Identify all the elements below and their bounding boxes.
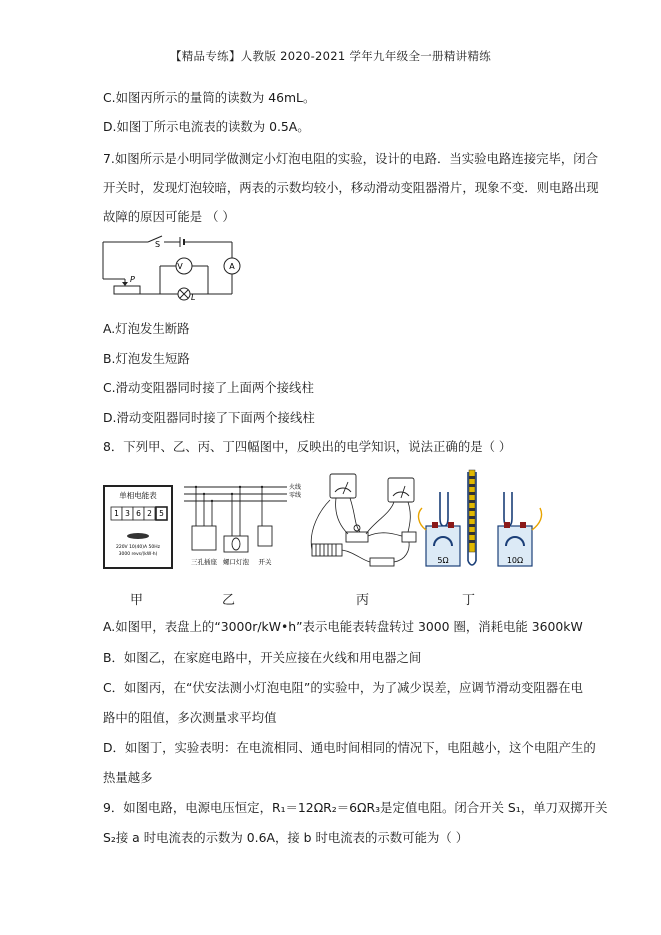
q8-option-d-line1: D．如图丁，实验表明：在电流相同、通电时间相同的情况下，电阻越小，这个电阻产生的 bbox=[103, 740, 596, 755]
q7-stem-line2: 开关时，发现灯泡较暗，两表的示数均较小，移动滑动变阻器滑片，现象不变．则电路出现 bbox=[103, 180, 599, 195]
q7-circuit-diagram bbox=[100, 232, 250, 302]
caption-yi: 乙 bbox=[222, 593, 236, 608]
q8-fig-bing-experiment bbox=[310, 470, 420, 574]
meter-digit-4: 2 bbox=[147, 509, 152, 518]
q6-option-d: D.如图丁所示电流表的读数为 0.5A。 bbox=[103, 119, 310, 134]
q9-stem-line1: 9．如图电路，电源电压恒定，R₁＝12ΩR₂＝6ΩR₃是定值电阻。闭合开关 S₁，单刀双掷开关 bbox=[103, 800, 608, 815]
meter-digit-5: 5 bbox=[159, 509, 164, 518]
meter-digit-3: 6 bbox=[136, 509, 141, 518]
resistor-10-label: 10Ω bbox=[506, 556, 524, 565]
q7-option-c: C.滑动变阻器同时接了上面两个接线柱 bbox=[103, 380, 314, 395]
q7-stem-line3: 故障的原因可能是 （ ） bbox=[103, 209, 235, 224]
bulb-label: 螺口灯泡 bbox=[223, 558, 249, 566]
slider-label: P bbox=[130, 275, 135, 284]
meter-spec-1: 220V 10(40)A 50Hz bbox=[115, 545, 161, 550]
q8-option-b: B．如图乙，在家庭电路中，开关应接在火线和用电器之间 bbox=[103, 650, 422, 665]
q8-option-c-line1: C．如图丙，在“伏安法测小灯泡电阻”的实验中，为了减少误差，应调节滑动变阻器在电 bbox=[103, 680, 583, 695]
q8-fig-jia-meter bbox=[103, 485, 173, 569]
ammeter-label: A bbox=[229, 262, 235, 271]
switch-label-yi: 开关 bbox=[258, 558, 272, 566]
q8-stem: 8．下列甲、乙、丙、丁四幅图中，反映出的电学知识，说法正确的是（ ） bbox=[103, 439, 512, 454]
live-wire-label: 火线 bbox=[289, 484, 302, 491]
caption-jia: 甲 bbox=[130, 593, 144, 608]
q6-option-c: C.如图丙所示的量筒的读数为 46mL。 bbox=[103, 90, 316, 105]
switch-label: S bbox=[155, 240, 161, 249]
meter-digit-1: 1 bbox=[114, 509, 119, 518]
resistor-5-label: 5Ω bbox=[437, 556, 449, 565]
caption-bing: 丙 bbox=[356, 593, 370, 608]
q8-option-a: A.如图甲，表盘上的“3000r/kW•h”表示电能表转盘转过 3000 圈，消耗电能 3600kW bbox=[103, 619, 583, 634]
q8-option-c-line2: 路中的阻值，多次测量求平均值 bbox=[103, 710, 277, 725]
q9-stem-line2: S₂接 a 时电流表的示数为 0.6A，接 b 时电流表的示数可能为（ ） bbox=[103, 830, 469, 845]
q7-stem-line1: 7.如图所示是小明同学做测定小灯泡电阻的实验，设计的电路．当实验电路连接完毕，闭合 bbox=[103, 151, 599, 166]
q7-option-b: B.灯泡发生短路 bbox=[103, 351, 190, 366]
socket-label: 三孔插座 bbox=[191, 558, 217, 566]
q7-option-a: A.灯泡发生断路 bbox=[103, 321, 190, 336]
q7-option-d: D.滑动变阻器同时接了下面两个接线柱 bbox=[103, 410, 315, 425]
page-header: 【精品专练】人教版 2020-2021 学年九年级全一册精讲精练 bbox=[169, 49, 492, 63]
lamp-label: L bbox=[191, 293, 196, 302]
neutral-wire-label: 零线 bbox=[289, 492, 302, 499]
q8-fig-yi-household-circuit bbox=[182, 478, 310, 574]
q8-fig-ding-joule-experiment bbox=[412, 466, 552, 576]
caption-ding: 丁 bbox=[462, 593, 476, 608]
meter-spec-2: 3000 revs/(kW·h) bbox=[118, 552, 158, 557]
meter-title: 单相电能表 bbox=[119, 491, 157, 500]
q8-option-d-line2: 热量越多 bbox=[103, 770, 153, 785]
voltmeter-label: V bbox=[177, 262, 183, 271]
meter-digit-2: 3 bbox=[125, 509, 130, 518]
